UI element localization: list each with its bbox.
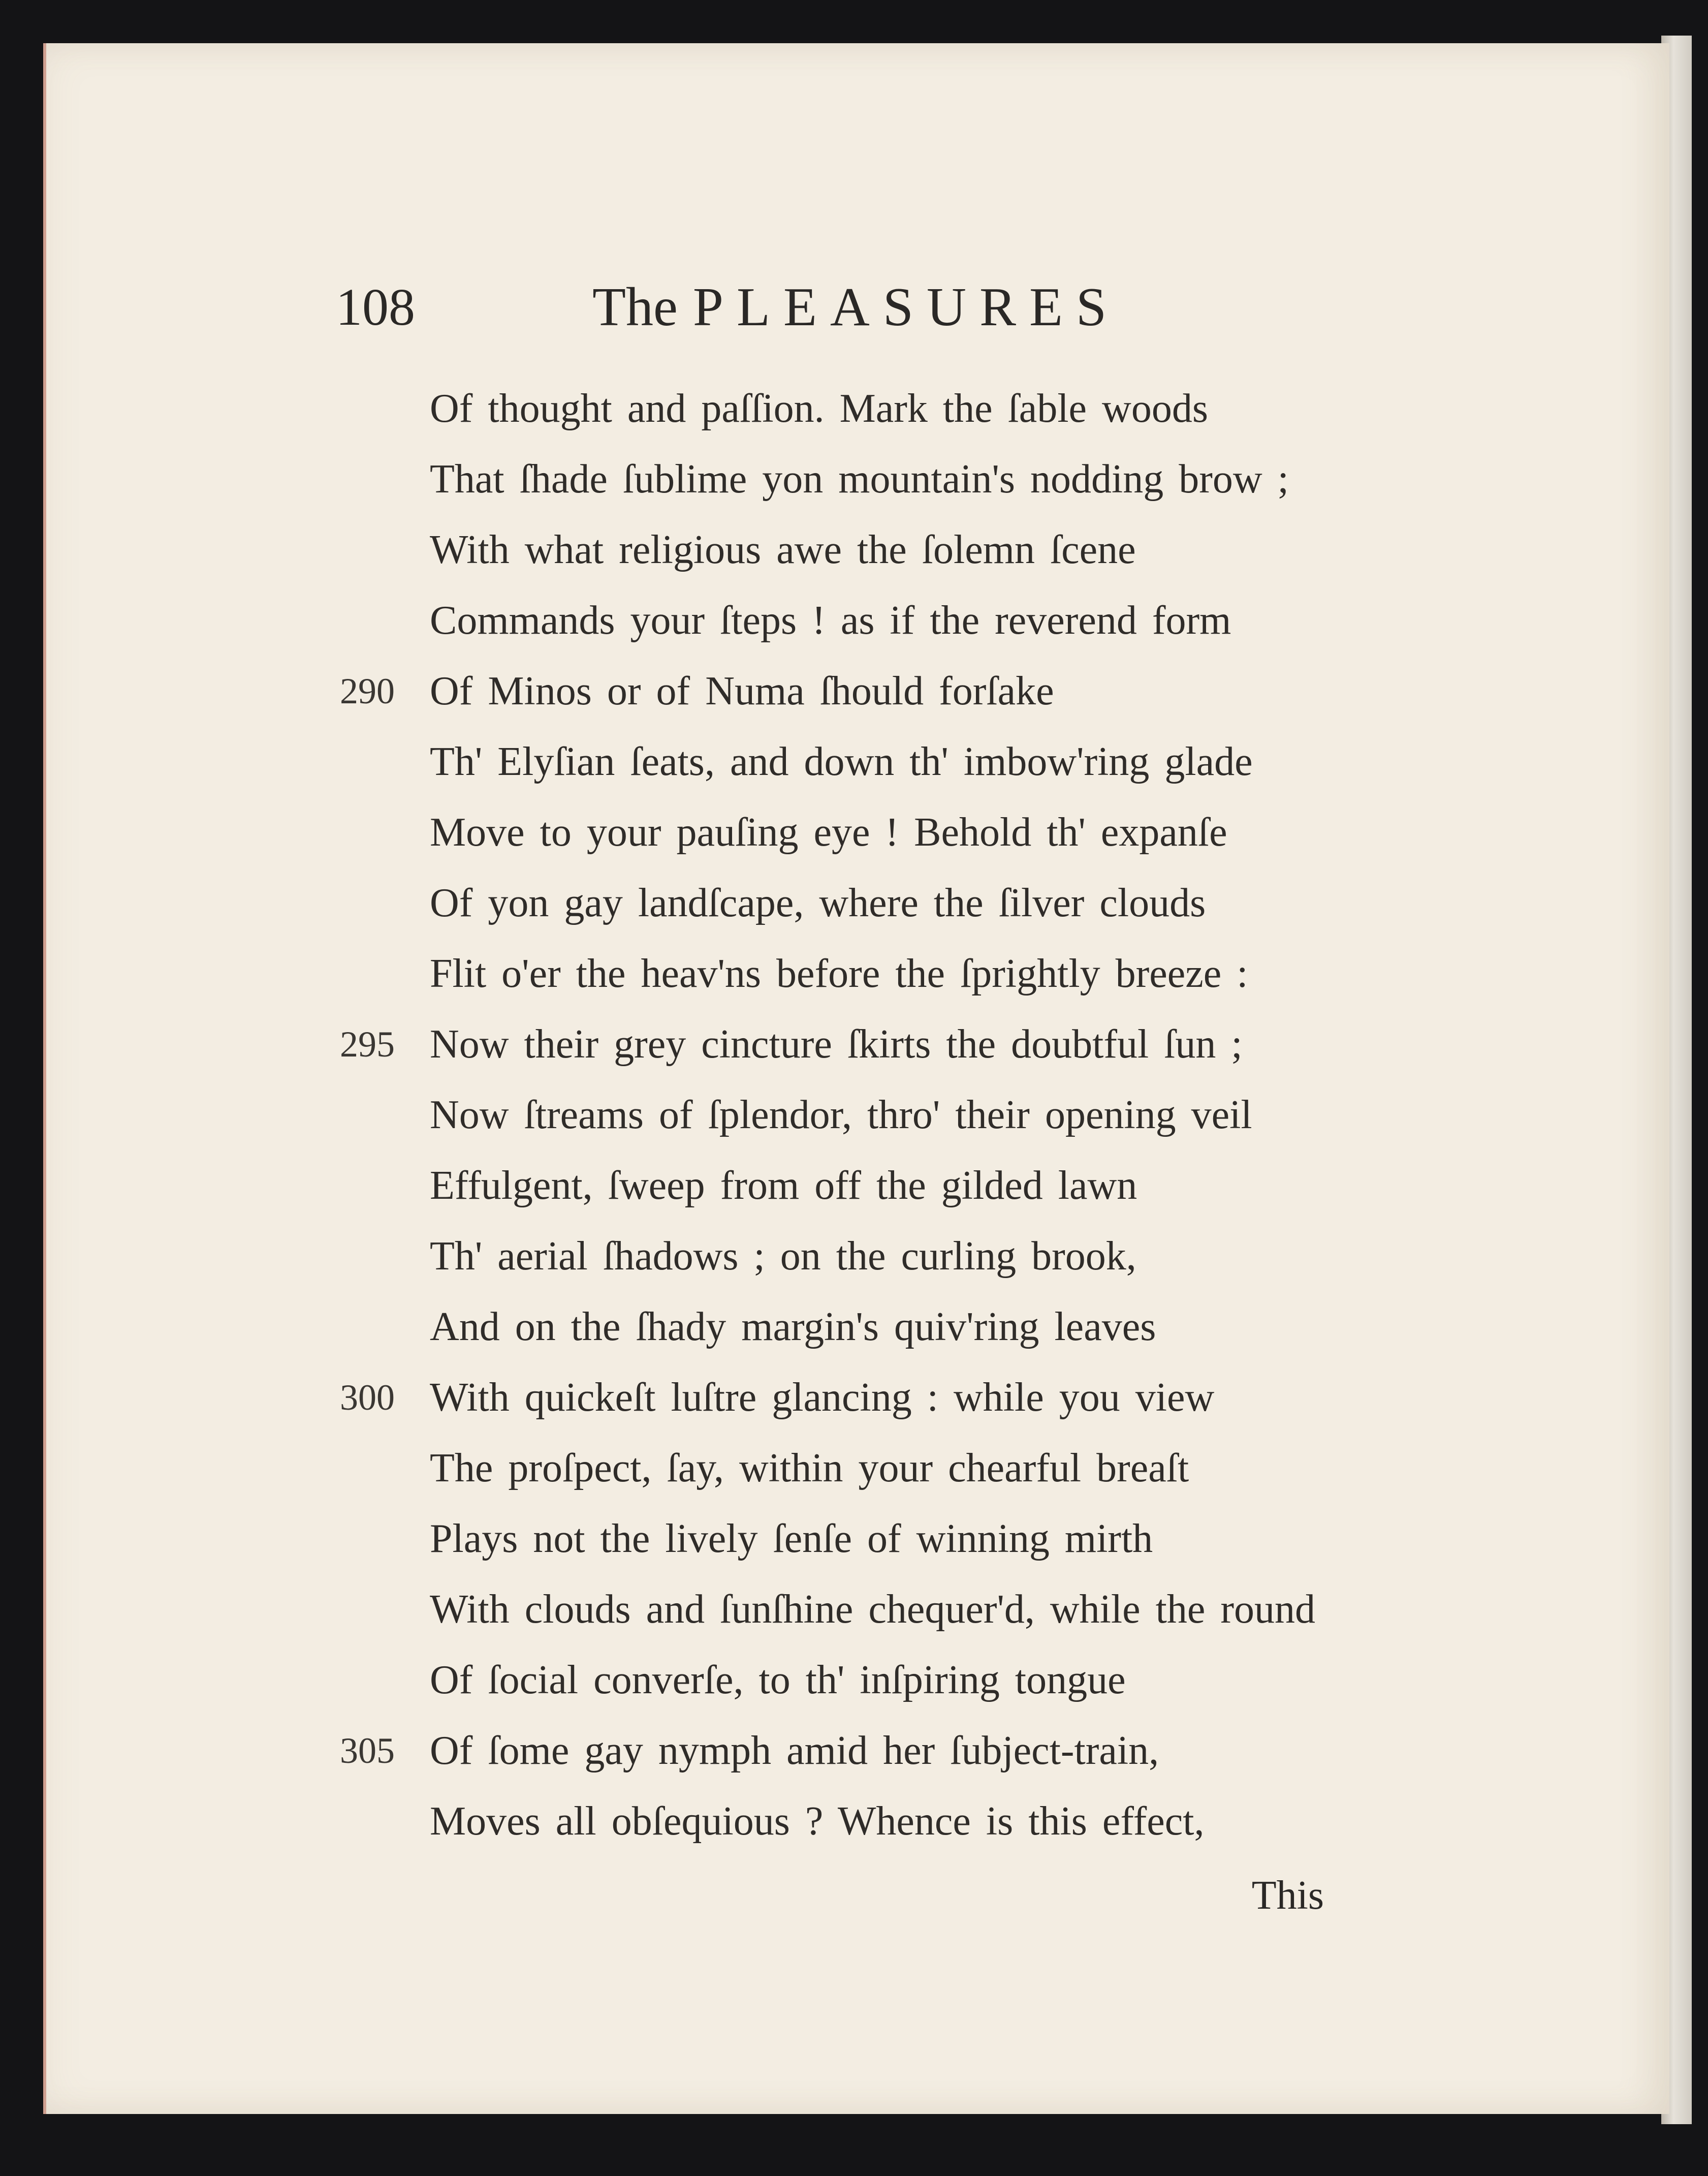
line-text: Plays not the lively ſenſe of winning mirth [430,1516,1153,1561]
line-text: With quickeſt luſtre glancing : while you view [430,1375,1215,1420]
poem-line [46,1504,1669,1574]
line-text: Flit o'er the heav'ns before the ſprightly breeze : [430,951,1248,996]
book-page [43,43,1669,2114]
running-head-title: PLEASURES [692,277,1120,337]
line-text: With clouds and ſunſhine chequer'd, while the round [430,1587,1316,1632]
line-text: Th' Elyſian ſeats, and down th' imbow'ring glade [430,739,1253,784]
poem-line [46,1292,1669,1362]
line-text: Of yon gay landſcape, where the ſilver clouds [430,881,1206,925]
line-text: Th' aerial ſhadows ; on the curling brook, [430,1234,1136,1279]
poem-line [46,868,1669,939]
poem-body [46,374,1669,1857]
poem-line [46,1716,1669,1786]
line-text: Commands your ſteps ! as if the reverend form [430,598,1231,643]
running-head [592,274,1120,340]
poem-line [46,1221,1669,1292]
poem-line [46,1151,1669,1221]
line-text: The proſpect, ſay, within your chearful breaſt [430,1446,1189,1490]
poem-line [46,1574,1669,1645]
poem-line [46,444,1669,515]
page-header [46,274,1669,340]
line-number: 305 [340,1730,395,1771]
poem-line [46,1645,1669,1716]
catchword: This [1251,1873,1324,1918]
page-number: 108 [336,278,415,336]
line-text: Now ſtreams of ſplendor, thro' their opening veil [430,1093,1252,1137]
line-text: Of Minos or of Numa ſhould forſake [430,669,1054,713]
poem-line [46,727,1669,797]
line-text: Moves all obſequious ? Whence is this effect, [430,1799,1205,1844]
running-head-prefix: The [592,277,678,337]
line-text: Of ſome gay nymph amid her ſubject-train, [430,1728,1159,1773]
line-text: Move to your pauſing eye ! Behold th' expanſe [430,810,1227,855]
line-text: Of ſocial converſe, to th' inſpiring tongue [430,1658,1126,1702]
poem-line [46,515,1669,585]
line-number: 300 [340,1377,395,1418]
poem-line [46,1080,1669,1151]
poem-line [46,1786,1669,1857]
poem-line [46,939,1669,1009]
poem-line [46,1362,1669,1433]
poem-line [46,797,1669,868]
line-text: Now their grey cincture ſkirts the doubtful ſun ; [430,1022,1243,1067]
poem-line [46,1009,1669,1080]
line-text: Effulgent, ſweep from off the gilded lawn [430,1163,1137,1208]
line-number: 290 [340,671,395,711]
poem-line [46,1433,1669,1504]
line-text: With what religious awe the ſolemn ſcene [430,527,1136,572]
line-text: And on the ſhady margin's quiv'ring leaves [430,1304,1156,1349]
line-text: That ſhade ſublime yon mountain's nodding brow ; [430,457,1289,502]
poem-line [46,585,1669,656]
line-number: 295 [340,1024,395,1065]
poem-line [46,656,1669,727]
poem-line [46,374,1669,444]
line-text: Of thought and paſſion. Mark the ſable woods [430,386,1208,431]
